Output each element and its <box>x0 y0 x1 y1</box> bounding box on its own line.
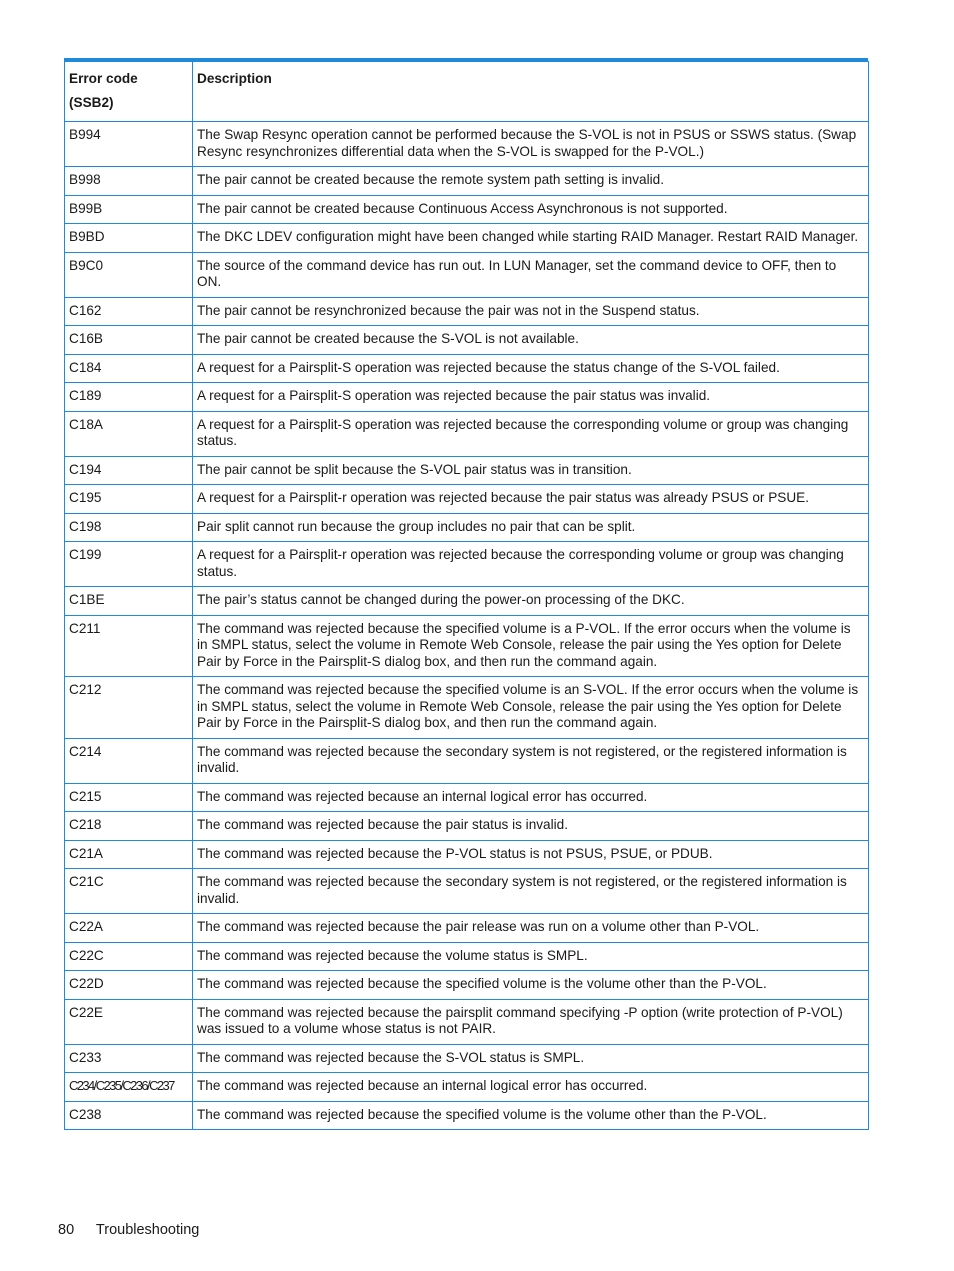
error-code-cell: C189 <box>65 383 193 412</box>
description-cell: Pair split cannot run because the group includes no pair that can be split. <box>193 513 869 542</box>
table-row <box>65 354 869 383</box>
description-cell: A request for a Pairsplit-r operation was rejected because the pair status was already PSUS or PSUE. <box>193 485 869 514</box>
error-code-cell: C195 <box>65 485 193 514</box>
footer-section-title: Troubleshooting <box>95 1222 200 1238</box>
description-cell: The command was rejected because the S-VOL status is SMPL. <box>193 1044 869 1073</box>
table-row <box>65 542 869 587</box>
table-row <box>65 587 869 616</box>
header-error-code-line1: Error code <box>69 71 138 86</box>
error-code-cell: C16B <box>65 326 193 355</box>
error-code-cell: C215 <box>65 783 193 812</box>
error-code-cell: C18A <box>65 411 193 456</box>
description-cell: The command was rejected because an internal logical error has occurred. <box>193 783 869 812</box>
table-row <box>65 812 869 841</box>
error-code-cell: C22D <box>65 971 193 1000</box>
description-cell: The pair cannot be created because Continuous Access Asynchronous is not supported. <box>193 195 869 224</box>
error-code-cell: C218 <box>65 812 193 841</box>
error-code-cell: B99B <box>65 195 193 224</box>
error-code-cell: B9C0 <box>65 252 193 297</box>
description-cell: The pair cannot be resynchronized because the pair was not in the Suspend status. <box>193 297 869 326</box>
page-footer <box>58 1222 199 1238</box>
error-code-cell: C199 <box>65 542 193 587</box>
table-row <box>65 999 869 1044</box>
error-code-cell: C1BE <box>65 587 193 616</box>
description-cell: The pair cannot be split because the S-VOL pair status was in transition. <box>193 456 869 485</box>
error-code-cell: C194 <box>65 456 193 485</box>
table-row <box>65 167 869 196</box>
error-code-cell: C22A <box>65 914 193 943</box>
error-code-cell: C198 <box>65 513 193 542</box>
error-code-cell: B994 <box>65 122 193 167</box>
table-row <box>65 122 869 167</box>
table-row <box>65 1044 869 1073</box>
table-row <box>65 513 869 542</box>
error-code-cell: C162 <box>65 297 193 326</box>
error-code-cell: C184 <box>65 354 193 383</box>
header-error-code-line2: (SSB2) <box>69 95 114 110</box>
error-code-cell: C22C <box>65 942 193 971</box>
description-cell: The pair cannot be created because the remote system path setting is invalid. <box>193 167 869 196</box>
description-cell: The DKC LDEV configuration might have been changed while starting RAID Manager. Restart RAID Manager. <box>193 224 869 253</box>
table-row <box>65 1073 869 1102</box>
description-cell: A request for a Pairsplit-S operation was rejected because the status change of the S-VOL failed. <box>193 354 869 383</box>
error-code-cell: C238 <box>65 1101 193 1130</box>
table-row <box>65 1101 869 1130</box>
table-row <box>65 971 869 1000</box>
table-row <box>65 942 869 971</box>
description-cell: The command was rejected because the secondary system is not registered, or the registered information is invalid. <box>193 738 869 783</box>
description-cell: The command was rejected because the P-VOL status is not PSUS, PSUE, or PDUB. <box>193 840 869 869</box>
table-row <box>65 297 869 326</box>
table-row <box>65 224 869 253</box>
description-cell: The command was rejected because the specified volume is a P-VOL. If the error occurs when the volume is in SMPL status, select the volume in Remote Web Console, release the pair using the Yes option for Delete Pair by Force in the Pairsplit-S dialog box, and then run the command again. <box>193 615 869 677</box>
description-cell: A request for a Pairsplit-S operation was rejected because the corresponding volume or group was changing status. <box>193 411 869 456</box>
error-code-cell: C233 <box>65 1044 193 1073</box>
table-row <box>65 195 869 224</box>
table-row <box>65 456 869 485</box>
description-cell: The command was rejected because the pairsplit command specifying -P option (write protection of P-VOL) was issued to a volume whose status is not PAIR. <box>193 999 869 1044</box>
error-code-cell: B9BD <box>65 224 193 253</box>
page-number: 80 <box>58 1222 75 1238</box>
table-row <box>65 738 869 783</box>
description-cell: The command was rejected because an internal logical error has occurred. <box>193 1073 869 1102</box>
table-row <box>65 615 869 677</box>
table-row <box>65 783 869 812</box>
table-header-row <box>65 62 869 122</box>
table-row <box>65 411 869 456</box>
table-body <box>65 122 869 1130</box>
table-row <box>65 914 869 943</box>
description-cell: The command was rejected because the pair status is invalid. <box>193 812 869 841</box>
table-row <box>65 326 869 355</box>
error-code-cell: C214 <box>65 738 193 783</box>
description-cell: The source of the command device has run out. In LUN Manager, set the command device to OFF, then to ON. <box>193 252 869 297</box>
table-row <box>65 252 869 297</box>
description-cell: The command was rejected because the secondary system is not registered, or the registered information is invalid. <box>193 869 869 914</box>
table-row <box>65 383 869 412</box>
description-cell: The pair cannot be created because the S-VOL is not available. <box>193 326 869 355</box>
header-description: Description <box>193 62 869 122</box>
description-cell: The command was rejected because the pair release was run on a volume other than P-VOL. <box>193 914 869 943</box>
description-cell: A request for a Pairsplit-r operation was rejected because the corresponding volume or group was changing status. <box>193 542 869 587</box>
description-cell: The command was rejected because the specified volume is the volume other than the P-VOL. <box>193 971 869 1000</box>
error-code-cell: C21A <box>65 840 193 869</box>
table-row <box>65 869 869 914</box>
description-cell: A request for a Pairsplit-S operation was rejected because the pair status was invalid. <box>193 383 869 412</box>
error-code-cell: B998 <box>65 167 193 196</box>
error-code-cell: C212 <box>65 677 193 739</box>
description-cell: The command was rejected because the specified volume is an S-VOL. If the error occurs when the volume is in SMPL status, select the volume in Remote Web Console, release the pair using the Yes option for Delete Pair by Force in the Pairsplit-S dialog box, and then run the command again. <box>193 677 869 739</box>
error-code-table-container <box>64 58 868 1130</box>
table-row <box>65 677 869 739</box>
error-code-cell: C234/C235/C236/C237 <box>65 1073 193 1102</box>
table-row <box>65 840 869 869</box>
error-code-cell: C211 <box>65 615 193 677</box>
error-code-cell: C21C <box>65 869 193 914</box>
description-cell: The Swap Resync operation cannot be performed because the S-VOL is not in PSUS or SSWS status. (Swap Resync resynchronizes differential data when the S-VOL is swapped for the P-VOL.) <box>193 122 869 167</box>
error-code-table <box>64 61 869 1130</box>
table-row <box>65 485 869 514</box>
description-cell: The pair’s status cannot be changed during the power-on processing of the DKC. <box>193 587 869 616</box>
description-cell: The command was rejected because the volume status is SMPL. <box>193 942 869 971</box>
header-error-code <box>65 62 193 122</box>
error-code-cell: C22E <box>65 999 193 1044</box>
description-cell: The command was rejected because the specified volume is the volume other than the P-VOL. <box>193 1101 869 1130</box>
